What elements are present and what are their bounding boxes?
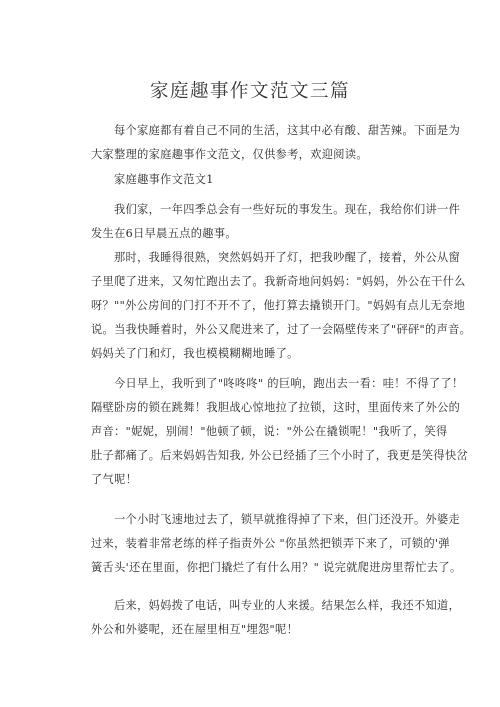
text-line: 大家整理的家庭趣事作文范文，仅供参考，欢迎阅读。 — [91, 148, 368, 161]
body-paragraph — [91, 198, 461, 246]
text-line: 今日早上，我听到了"咚咚咚" 的巨响，跑出去一看：哇！不得了了！ — [114, 377, 464, 390]
text-line: 过来，装着非常老练的样子指责外公 "你虽然把锁弄下来了，可锁的'弹 — [91, 537, 450, 550]
document-title: 家庭趣事作文范文三篇 — [149, 81, 350, 102]
text-line: 隔壁卧房的锁在跳舞！我胆战心惊地拉了拉锁，这时，里面传来了外公的 — [91, 401, 461, 414]
body-paragraph — [91, 372, 469, 492]
text-line: 每个家庭都有着自己不同的生活，这其中必有酸、甜苦辣。下面是为 — [114, 124, 461, 137]
intro-paragraph — [91, 119, 461, 167]
text-line: 后来，妈妈拨了电话，叫专业的人来援。结果怎么样，我还不知道， — [114, 599, 461, 612]
text-line: 肚子都痛了。后来妈妈告知我, 外公已经插了三个小时了，我更是笑得快岔 — [91, 449, 469, 462]
body-paragraph — [91, 594, 461, 642]
text-line: 发生在6日早晨五点的趣事。 — [91, 227, 237, 240]
text-line: 声音："妮妮，别闹！"他顿了顿，说："外公在撬锁呢！"我听了，笑得 — [91, 425, 448, 438]
text-line: 那时，我睡得很熟，突然妈妈开了灯，把我吵醒了，接着，外公从窗 — [114, 251, 461, 264]
text-line: 呀？""外公房间的门打不开不了，他打算去撬锁开门。"妈妈有点儿无奈地 — [91, 299, 466, 312]
text-line: 说。当我快睡着时，外公又爬进来了，过了一会隔壁传来了"砰砰"的声音。 — [91, 323, 472, 336]
text-line: 子里爬了进来，又匆忙跑出去了。我新奇地问妈妈："妈妈，外公在干什么 — [91, 275, 466, 288]
text-line: 了气呢！ — [91, 473, 138, 486]
text-line: 我们家，一年四季总会有一些好玩的事发生。现在，我给你们讲一件 — [114, 203, 461, 216]
body-paragraph — [91, 508, 462, 580]
text-line: 妈妈关了门和灯，我也模模糊糊地睡了。 — [91, 347, 299, 360]
text-line: 一个小时飞速地过去了，锁早就推得掉了下来，但门还没开。外婆走 — [114, 513, 461, 526]
section-heading: 家庭趣事作文范文1 — [114, 173, 214, 186]
body-paragraph — [91, 246, 472, 366]
text-line: 外公和外婆呢，还在屋里相互"埋怨"呢！ — [91, 623, 299, 636]
text-line: 簧舌头'还在里面，你把门撬烂了有什么用？" 说完就爬进房里帮忙去了。 — [91, 561, 462, 574]
